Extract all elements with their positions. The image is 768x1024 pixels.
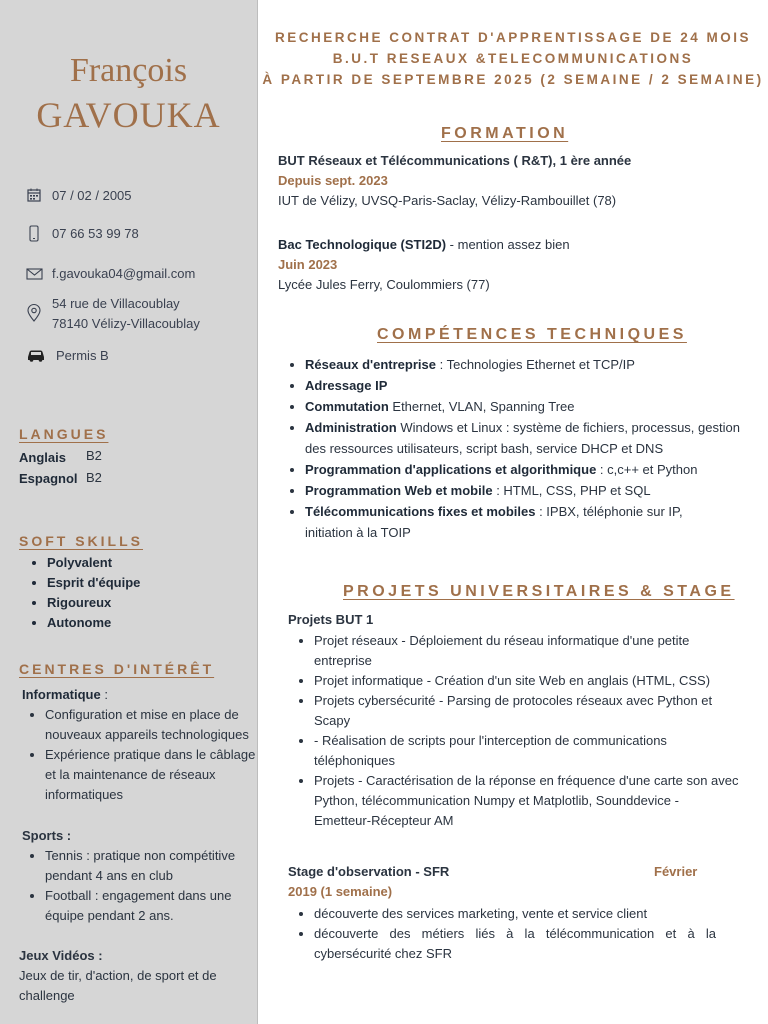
list-item: • Rigoureux bbox=[47, 593, 140, 613]
list-item: • Réseaux d'entreprise : Technologies Ethernet et TCP/IP bbox=[305, 354, 745, 375]
list-item: • Esprit d'équipe bbox=[47, 573, 140, 593]
stage-date-year: 2019 (1 semaine) bbox=[288, 884, 393, 899]
list-item: • Expérience pratique dans le câblage et la maintenance de réseaux informatiques bbox=[45, 745, 260, 805]
mail-icon bbox=[26, 265, 44, 283]
list-item: • Programmation d'applications et algorithmique : c,c++ et Python bbox=[305, 459, 745, 480]
last-name: GAVOUKA bbox=[36, 95, 221, 135]
list-item: • Projet réseaux - Déploiement du réseau informatique d'une petite entreprise bbox=[314, 631, 739, 671]
formation-title: FORMATION bbox=[441, 125, 569, 142]
list-item: • Projets - Caractérisation de la réponse en fréquence d'une carte son avec Python, télécommunication Numpy et Matplotlib, Sounddevice - Emetteur-Récepteur AM bbox=[314, 771, 739, 831]
car-icon bbox=[26, 347, 44, 365]
first-name: François bbox=[69, 52, 188, 89]
lang-name-espagnol: Espagnol bbox=[19, 471, 78, 486]
list-item: • Configuration et mise en place de nouveaux appareils technologiques bbox=[45, 705, 260, 745]
lang-level-anglais: B2 bbox=[86, 448, 102, 463]
langues-title: LANGUES bbox=[19, 426, 109, 442]
list-item: • Commutation Ethernet, VLAN, Spanning Tree bbox=[305, 396, 745, 417]
stage-list bbox=[288, 904, 716, 964]
stage-date-month: Février bbox=[654, 864, 698, 879]
formation-school-2: Lycée Jules Ferry, Coulommiers (77) bbox=[278, 277, 490, 292]
calendar-icon bbox=[26, 187, 44, 205]
list-item: • Administration Windows et Linux : système de fichiers, processus, gestion des ressources utilisateurs, script bash, service DHCP et DNS bbox=[305, 417, 745, 459]
projets-subtitle: Projets BUT 1 bbox=[288, 612, 374, 627]
list-item: • Télécommunications fixes et mobiles : IPBX, téléphonie sur IP, initiation à la TOIP bbox=[305, 501, 685, 543]
interets-title: CENTRES D'INTÉRÊT bbox=[19, 661, 215, 677]
job-target-header: RECHERCHE CONTRAT D'APPRENTISSAGE DE 24 MOIS B.U.T RESEAUX &TELECOMMUNICATIONS À PARTIR DE SEPTEMBRE 2025 (2 SEMAINE / 2 SEMAINE) bbox=[262, 30, 764, 87]
informatique-heading: Informatique : bbox=[22, 687, 108, 702]
formation-degree-2: Bac Technologique (STI2D) - mention assez bien bbox=[278, 237, 570, 252]
projets-list bbox=[288, 631, 739, 831]
soft-skills-title: SOFT SKILLS bbox=[19, 533, 143, 549]
list-item: • Autonome bbox=[47, 613, 140, 633]
jeux-text: Jeux de tir, d'action, de sport et de challenge bbox=[19, 968, 217, 1003]
formation-degree-1: BUT Réseaux et Télécommunications ( R&T), 1 ère année bbox=[278, 153, 632, 168]
projets-title: PROJETS UNIVERSITAIRES & STAGE bbox=[343, 583, 735, 600]
formation-date-1: Depuis sept. 2023 bbox=[278, 173, 388, 188]
list-item: • Projets cybersécurité - Parsing de protocoles réseaux avec Python et Scapy bbox=[314, 691, 739, 731]
list-item: • Projet informatique - Création d'un site Web en anglais (HTML, CSS) bbox=[314, 671, 739, 691]
lang-level-espagnol: B2 bbox=[86, 470, 102, 485]
list-item: • Programmation Web et mobile : HTML, CSS, PHP et SQL bbox=[305, 480, 745, 501]
lang-name-anglais: Anglais bbox=[19, 450, 66, 465]
list-item: • découverte des services marketing, vente et service client bbox=[314, 904, 716, 924]
stage-title: Stage d'observation - SFR bbox=[288, 864, 450, 879]
jeux-heading: Jeux Vidéos : bbox=[19, 948, 103, 963]
sports-list bbox=[17, 846, 260, 926]
list-item: • découverte des métiers liés à la télécommunication et à la cybersécurité chez SFR bbox=[314, 924, 716, 964]
informatique-list bbox=[17, 705, 260, 805]
location-pin-icon bbox=[26, 303, 44, 321]
list-item: • - Réalisation de scripts pour l'interception de communications téléphoniques bbox=[314, 731, 739, 771]
list-item: • Tennis : pratique non compétitive pendant 4 ans en club bbox=[45, 846, 260, 886]
formation-date-2: Juin 2023 bbox=[278, 257, 338, 272]
list-item: • Adressage IP bbox=[305, 375, 745, 396]
formation-school-1: IUT de Vélizy, UVSQ-Paris-Saclay, Vélizy-Rambouillet (78) bbox=[278, 193, 617, 208]
phone-icon bbox=[26, 225, 44, 243]
sports-heading: Sports : bbox=[22, 828, 72, 843]
list-item: • Polyvalent bbox=[47, 553, 140, 573]
competences-list bbox=[278, 354, 745, 543]
soft-skills-list bbox=[19, 553, 140, 633]
competences-title: COMPÉTENCES TECHNIQUES bbox=[377, 326, 687, 343]
list-item: • Football : engagement dans une équipe pendant 2 ans. bbox=[45, 886, 260, 926]
